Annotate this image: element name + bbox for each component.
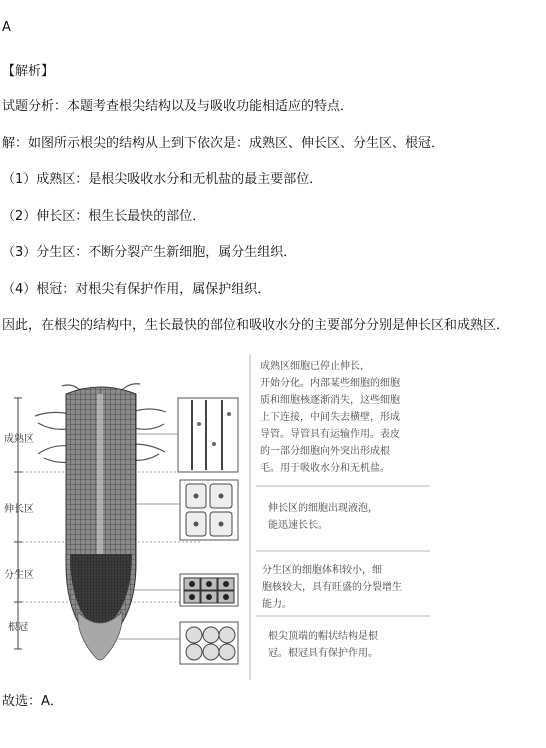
analysis-line-6: （4）根冠：对根尖有保护作用，属保护组织． [2, 282, 271, 297]
analysis-line-7: 因此，在根尖的结构中，生长最快的部位和吸收水分的主要部分分别是伸长区和成熟区． [2, 318, 510, 333]
note-root-cap: 根尖顶端的帽状结构是根 冠。根冠具有保护作用。 [268, 631, 378, 659]
zone-label-maturation: 成熟区 [4, 434, 34, 445]
zone-label-meristem: 分生区 [4, 570, 34, 581]
analysis-heading: 【解析】 [2, 64, 55, 79]
note-meristem: 分生区的细胞体积较小，细 胞核较大，具有旺盛的分裂增生 能力。 [262, 565, 402, 610]
root-tip-figure [0, 354, 546, 680]
note-elongation: 伸长区的细胞出现液泡， 能迅速长长。 [268, 503, 378, 531]
note-maturation: 成熟区细胞已停止伸长， 开始分化。内部某些细胞的细胞 质和细胞核逐渐消失，这些细胞 上下连接，中间失去横壁，形成 导管。导管具有运输作用。表皮 的一部分细胞向外突出形成根 毛。用于吸收水分和无机盐。 [260, 361, 400, 474]
zone-label-root-cap: 根冠 [8, 622, 28, 633]
analysis-line-5: （3）分生区：不断分裂产生新细胞，属分生组织． [2, 245, 297, 260]
analysis-line-3: （1）成熟区：是根尖吸收水分和无机盐的最主要部位． [2, 172, 323, 187]
answer-letter: A [2, 20, 11, 35]
zone-label-elongation: 伸长区 [4, 504, 34, 515]
analysis-line-4: （2）伸长区：根生长最快的部位． [2, 209, 206, 224]
analysis-line-2: 解：如图所示根尖的结构从上到下依次是：成熟区、伸长区、分生区、根冠． [2, 136, 445, 151]
analysis-line-1: 试题分析：本题考查根尖结构以及与吸收功能相适应的特点． [2, 99, 354, 114]
conclusion: 故选：A． [2, 694, 63, 709]
